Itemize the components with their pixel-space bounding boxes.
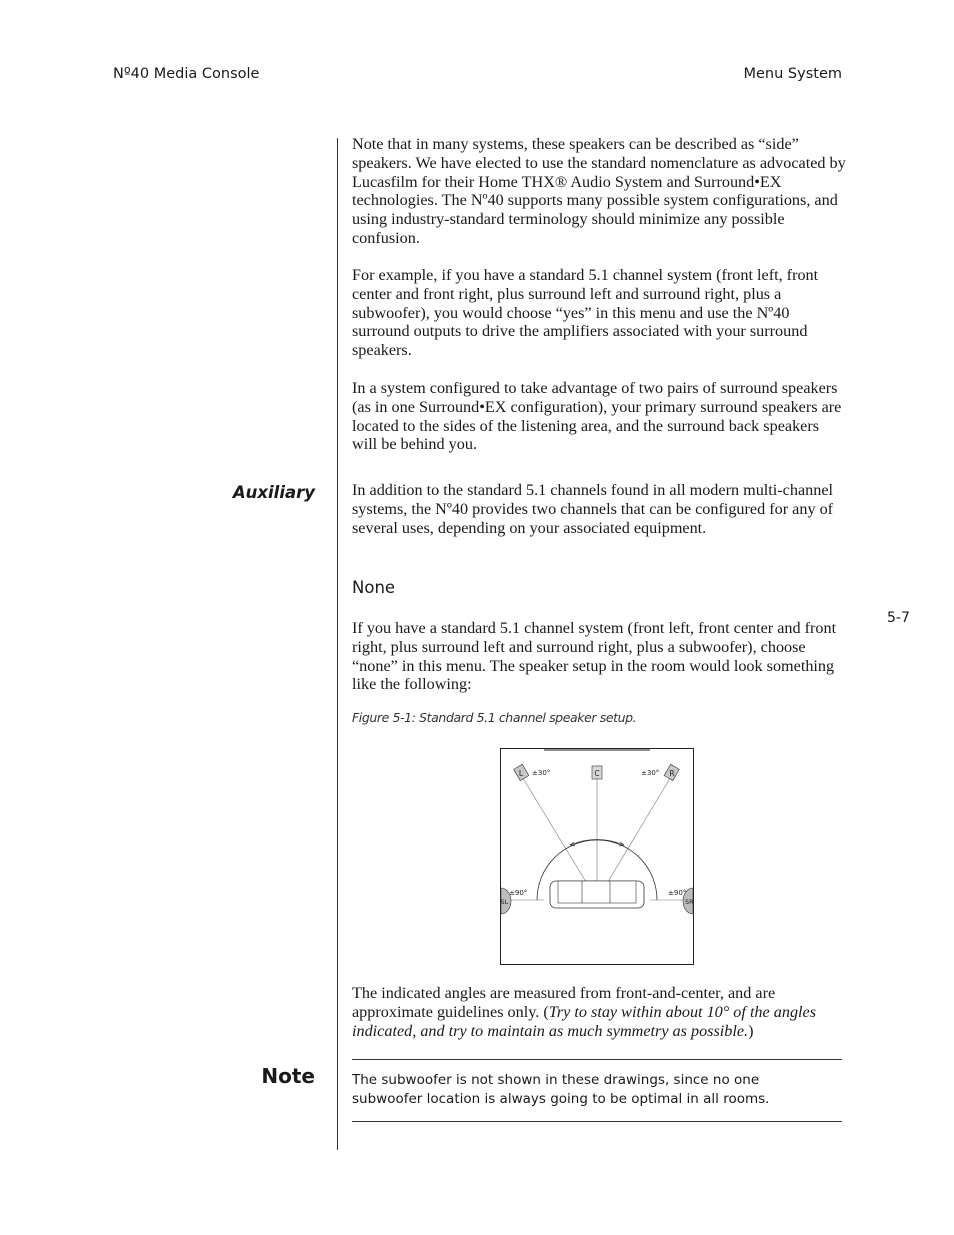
paragraph-example-5-1: For example, if you have a standard 5.1 channel system (front left, front center and front right, plus surround left and surround right, plus a subwoofer), you would choose “yes” in this menu and use the Nº40 surround outputs to drive the amplifiers associated with your surround speakers.	[352, 266, 819, 360]
page-number: 5-7	[887, 610, 910, 626]
subheading-none: None	[352, 578, 396, 597]
speaker-center-label: C	[594, 769, 600, 778]
angle-label-side-right: ±90°	[668, 889, 687, 897]
margin-rule	[337, 138, 338, 1150]
note-rule-bottom	[352, 1121, 842, 1122]
paragraph-auxiliary: In addition to the standard 5.1 channels found in all modern multi-channel systems, the Nº40 provides two channels that can be configured for any of several uses, depending on your associated equipment.	[352, 481, 834, 537]
running-header-section: Menu System	[743, 66, 842, 82]
speaker-surround-left-label: SL	[500, 898, 509, 906]
angle-label-side-left: ±90°	[509, 889, 528, 897]
angle-label-front-right: ±30°	[641, 769, 660, 777]
speaker-right-label: R	[669, 769, 675, 778]
speaker-surround-right-label: SR	[685, 898, 694, 906]
running-header-title: Nº40 Media Console	[113, 66, 260, 82]
figure-caption: Figure 5-1: Standard 5.1 channel speaker setup.	[352, 710, 637, 725]
note-text: The subwoofer is not shown in these drawings, since no one subwoofer location is always going to be optimal in all rooms.	[352, 1072, 770, 1107]
paragraph-angles	[352, 984, 847, 1040]
sofa	[550, 881, 644, 908]
angles-text-italic: Try to stay within about 10° of the angles indicated, and try to maintain as much symmetry as possible.	[352, 1002, 817, 1040]
paragraph-side-speakers: Note that in many systems, these speakers can be described as “side” speakers. We have elected to use the standard nomenclature as advocated by Lucasfilm for their Home THX® Audio System and Surround•EX technologies. The Nº40 supports many possible system configurations, and using industry-standard terminology should minimize any possible confusion.	[352, 135, 846, 247]
angles-text-end: )	[748, 1021, 754, 1040]
section-heading-auxiliary: Auxiliary	[232, 483, 315, 502]
paragraph-surround-ex: In a system configured to take advantage of two pairs of surround speakers (as in one Surround•EX configuration), your primary surround speakers are located to the sides of the listening area, and the surround back speakers will be behind you.	[352, 379, 842, 454]
note-rule-top	[352, 1059, 842, 1060]
speaker-center	[592, 766, 602, 779]
angle-label-front-left: ±30°	[532, 769, 551, 777]
speaker-setup-diagram	[500, 748, 694, 965]
section-heading-note: Note	[261, 1064, 315, 1088]
speaker-left-label: L	[518, 769, 524, 778]
paragraph-none: If you have a standard 5.1 channel system (front left, front center and front right, plus surround left and surround right, plus a subwoofer), choose “none” in this menu. The speaker setup in the room would look something like the following:	[352, 619, 837, 694]
angles-text-start: The indicated angles are measured from front-and-center, and are approximate guidelines only. (	[352, 984, 776, 1021]
